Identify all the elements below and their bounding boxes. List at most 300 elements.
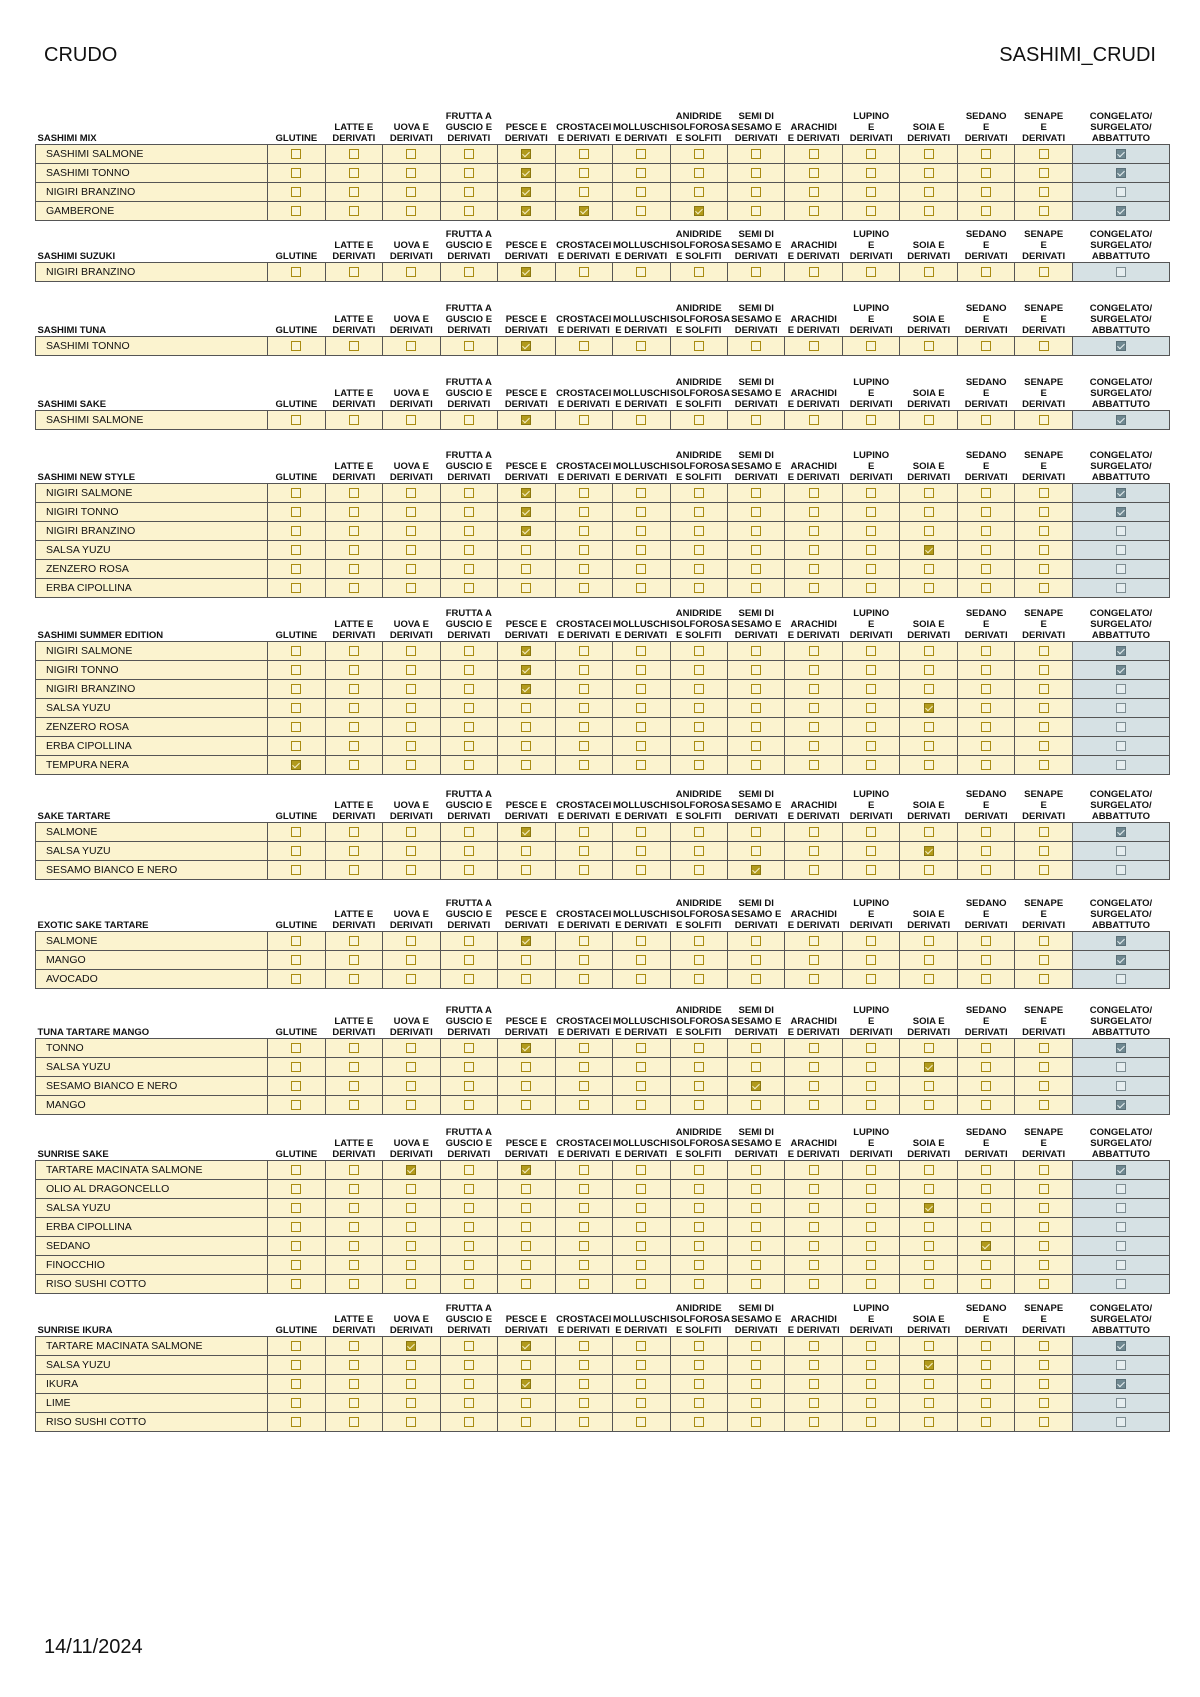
checkbox-empty-icon[interactable] (636, 827, 646, 837)
checkbox-empty-icon[interactable] (1116, 526, 1126, 536)
checkbox-empty-icon[interactable] (464, 974, 474, 984)
checkbox-empty-icon[interactable] (981, 415, 991, 425)
checkbox-empty-icon[interactable] (636, 646, 646, 656)
checkbox-empty-icon[interactable] (751, 1360, 761, 1370)
checkbox-empty-icon[interactable] (751, 665, 761, 675)
checkbox-empty-icon[interactable] (349, 1417, 359, 1427)
checkbox-empty-icon[interactable] (809, 545, 819, 555)
checkbox-empty-icon[interactable] (866, 665, 876, 675)
checkbox-checked-icon[interactable] (521, 168, 531, 178)
checkbox-empty-icon[interactable] (694, 1081, 704, 1091)
checkbox-empty-icon[interactable] (406, 415, 416, 425)
checkbox-empty-icon[interactable] (349, 1100, 359, 1110)
checkbox-empty-icon[interactable] (694, 1222, 704, 1232)
checkbox-empty-icon[interactable] (694, 1417, 704, 1427)
checkbox-empty-icon[interactable] (751, 187, 761, 197)
checkbox-empty-icon[interactable] (751, 1184, 761, 1194)
checkbox-empty-icon[interactable] (866, 760, 876, 770)
checkbox-empty-icon[interactable] (521, 1241, 531, 1251)
checkbox-empty-icon[interactable] (694, 684, 704, 694)
checkbox-empty-icon[interactable] (981, 722, 991, 732)
checkbox-empty-icon[interactable] (636, 168, 646, 178)
checkbox-empty-icon[interactable] (924, 955, 934, 965)
checkbox-empty-icon[interactable] (636, 488, 646, 498)
checkbox-empty-icon[interactable] (1039, 741, 1049, 751)
checkbox-checked-icon[interactable] (521, 341, 531, 351)
checkbox-empty-icon[interactable] (1039, 187, 1049, 197)
checkbox-empty-icon[interactable] (981, 1100, 991, 1110)
checkbox-checked-icon[interactable] (1116, 415, 1126, 425)
checkbox-empty-icon[interactable] (349, 187, 359, 197)
checkbox-empty-icon[interactable] (521, 1398, 531, 1408)
checkbox-empty-icon[interactable] (464, 1341, 474, 1351)
checkbox-empty-icon[interactable] (751, 267, 761, 277)
checkbox-empty-icon[interactable] (349, 415, 359, 425)
checkbox-empty-icon[interactable] (579, 1222, 589, 1232)
checkbox-empty-icon[interactable] (579, 955, 589, 965)
checkbox-empty-icon[interactable] (981, 1165, 991, 1175)
checkbox-empty-icon[interactable] (291, 1241, 301, 1251)
checkbox-empty-icon[interactable] (1039, 722, 1049, 732)
checkbox-checked-icon[interactable] (521, 646, 531, 656)
checkbox-empty-icon[interactable] (521, 760, 531, 770)
checkbox-empty-icon[interactable] (981, 545, 991, 555)
checkbox-empty-icon[interactable] (406, 936, 416, 946)
checkbox-empty-icon[interactable] (694, 827, 704, 837)
checkbox-empty-icon[interactable] (981, 507, 991, 517)
checkbox-empty-icon[interactable] (636, 760, 646, 770)
checkbox-empty-icon[interactable] (809, 1184, 819, 1194)
checkbox-empty-icon[interactable] (694, 936, 704, 946)
checkbox-empty-icon[interactable] (866, 415, 876, 425)
checkbox-empty-icon[interactable] (751, 168, 761, 178)
checkbox-empty-icon[interactable] (291, 168, 301, 178)
checkbox-empty-icon[interactable] (464, 827, 474, 837)
checkbox-checked-icon[interactable] (981, 1241, 991, 1251)
checkbox-empty-icon[interactable] (1116, 1279, 1126, 1289)
checkbox-empty-icon[interactable] (464, 1043, 474, 1053)
checkbox-empty-icon[interactable] (809, 488, 819, 498)
checkbox-empty-icon[interactable] (406, 1241, 416, 1251)
checkbox-empty-icon[interactable] (866, 149, 876, 159)
checkbox-empty-icon[interactable] (291, 149, 301, 159)
checkbox-checked-icon[interactable] (1116, 149, 1126, 159)
checkbox-empty-icon[interactable] (464, 206, 474, 216)
checkbox-empty-icon[interactable] (636, 1279, 646, 1289)
checkbox-empty-icon[interactable] (981, 1379, 991, 1389)
checkbox-empty-icon[interactable] (349, 1241, 359, 1251)
checkbox-empty-icon[interactable] (1039, 1360, 1049, 1370)
checkbox-checked-icon[interactable] (924, 703, 934, 713)
checkbox-empty-icon[interactable] (406, 583, 416, 593)
checkbox-empty-icon[interactable] (981, 665, 991, 675)
checkbox-empty-icon[interactable] (579, 1043, 589, 1053)
checkbox-empty-icon[interactable] (636, 1417, 646, 1427)
checkbox-empty-icon[interactable] (291, 1165, 301, 1175)
checkbox-empty-icon[interactable] (349, 936, 359, 946)
checkbox-empty-icon[interactable] (291, 1398, 301, 1408)
checkbox-empty-icon[interactable] (579, 741, 589, 751)
checkbox-empty-icon[interactable] (1039, 1043, 1049, 1053)
checkbox-empty-icon[interactable] (866, 1241, 876, 1251)
checkbox-empty-icon[interactable] (406, 526, 416, 536)
checkbox-checked-icon[interactable] (521, 187, 531, 197)
checkbox-empty-icon[interactable] (636, 865, 646, 875)
checkbox-empty-icon[interactable] (464, 583, 474, 593)
checkbox-empty-icon[interactable] (464, 865, 474, 875)
checkbox-empty-icon[interactable] (291, 488, 301, 498)
checkbox-empty-icon[interactable] (636, 564, 646, 574)
checkbox-empty-icon[interactable] (751, 1062, 761, 1072)
checkbox-empty-icon[interactable] (981, 526, 991, 536)
checkbox-empty-icon[interactable] (981, 865, 991, 875)
checkbox-empty-icon[interactable] (924, 974, 934, 984)
checkbox-empty-icon[interactable] (636, 846, 646, 856)
checkbox-empty-icon[interactable] (291, 1379, 301, 1389)
checkbox-empty-icon[interactable] (751, 1398, 761, 1408)
checkbox-empty-icon[interactable] (464, 1100, 474, 1110)
checkbox-empty-icon[interactable] (1039, 1341, 1049, 1351)
checkbox-empty-icon[interactable] (349, 1081, 359, 1091)
checkbox-empty-icon[interactable] (464, 1062, 474, 1072)
checkbox-empty-icon[interactable] (924, 1279, 934, 1289)
checkbox-empty-icon[interactable] (809, 955, 819, 965)
checkbox-empty-icon[interactable] (866, 1184, 876, 1194)
checkbox-empty-icon[interactable] (866, 187, 876, 197)
checkbox-empty-icon[interactable] (521, 865, 531, 875)
checkbox-empty-icon[interactable] (464, 415, 474, 425)
checkbox-empty-icon[interactable] (1116, 1417, 1126, 1427)
checkbox-empty-icon[interactable] (866, 722, 876, 732)
checkbox-empty-icon[interactable] (694, 1360, 704, 1370)
checkbox-empty-icon[interactable] (406, 846, 416, 856)
checkbox-empty-icon[interactable] (291, 1222, 301, 1232)
checkbox-empty-icon[interactable] (981, 1260, 991, 1270)
checkbox-empty-icon[interactable] (464, 488, 474, 498)
checkbox-empty-icon[interactable] (981, 1417, 991, 1427)
checkbox-empty-icon[interactable] (636, 1379, 646, 1389)
checkbox-empty-icon[interactable] (981, 341, 991, 351)
checkbox-empty-icon[interactable] (981, 1081, 991, 1091)
checkbox-checked-icon[interactable] (521, 827, 531, 837)
checkbox-empty-icon[interactable] (406, 827, 416, 837)
checkbox-empty-icon[interactable] (521, 1203, 531, 1213)
checkbox-empty-icon[interactable] (694, 1241, 704, 1251)
checkbox-empty-icon[interactable] (694, 507, 704, 517)
checkbox-empty-icon[interactable] (1039, 564, 1049, 574)
checkbox-empty-icon[interactable] (464, 1379, 474, 1389)
checkbox-empty-icon[interactable] (291, 1100, 301, 1110)
checkbox-empty-icon[interactable] (291, 1062, 301, 1072)
checkbox-checked-icon[interactable] (1116, 665, 1126, 675)
checkbox-empty-icon[interactable] (809, 1062, 819, 1072)
checkbox-empty-icon[interactable] (809, 415, 819, 425)
checkbox-empty-icon[interactable] (924, 507, 934, 517)
checkbox-empty-icon[interactable] (751, 507, 761, 517)
checkbox-empty-icon[interactable] (1116, 545, 1126, 555)
checkbox-empty-icon[interactable] (924, 1341, 934, 1351)
checkbox-empty-icon[interactable] (349, 1043, 359, 1053)
checkbox-empty-icon[interactable] (809, 341, 819, 351)
checkbox-empty-icon[interactable] (464, 1260, 474, 1270)
checkbox-empty-icon[interactable] (636, 187, 646, 197)
checkbox-empty-icon[interactable] (866, 526, 876, 536)
checkbox-checked-icon[interactable] (521, 149, 531, 159)
checkbox-empty-icon[interactable] (291, 583, 301, 593)
checkbox-checked-icon[interactable] (291, 760, 301, 770)
checkbox-empty-icon[interactable] (579, 865, 589, 875)
checkbox-empty-icon[interactable] (406, 646, 416, 656)
checkbox-empty-icon[interactable] (406, 267, 416, 277)
checkbox-empty-icon[interactable] (464, 1081, 474, 1091)
checkbox-empty-icon[interactable] (751, 974, 761, 984)
checkbox-empty-icon[interactable] (291, 1279, 301, 1289)
checkbox-empty-icon[interactable] (636, 1398, 646, 1408)
checkbox-empty-icon[interactable] (464, 267, 474, 277)
checkbox-empty-icon[interactable] (1039, 1279, 1049, 1289)
checkbox-empty-icon[interactable] (349, 827, 359, 837)
checkbox-empty-icon[interactable] (521, 722, 531, 732)
checkbox-empty-icon[interactable] (579, 703, 589, 713)
checkbox-empty-icon[interactable] (866, 1360, 876, 1370)
checkbox-empty-icon[interactable] (636, 526, 646, 536)
checkbox-empty-icon[interactable] (981, 1279, 991, 1289)
checkbox-empty-icon[interactable] (981, 1360, 991, 1370)
checkbox-checked-icon[interactable] (1116, 341, 1126, 351)
checkbox-empty-icon[interactable] (924, 741, 934, 751)
checkbox-empty-icon[interactable] (866, 341, 876, 351)
checkbox-empty-icon[interactable] (349, 760, 359, 770)
checkbox-empty-icon[interactable] (406, 865, 416, 875)
checkbox-checked-icon[interactable] (924, 1203, 934, 1213)
checkbox-empty-icon[interactable] (521, 741, 531, 751)
checkbox-empty-icon[interactable] (579, 1100, 589, 1110)
checkbox-empty-icon[interactable] (751, 646, 761, 656)
checkbox-empty-icon[interactable] (1116, 1184, 1126, 1194)
checkbox-empty-icon[interactable] (349, 974, 359, 984)
checkbox-empty-icon[interactable] (866, 564, 876, 574)
checkbox-checked-icon[interactable] (521, 206, 531, 216)
checkbox-empty-icon[interactable] (751, 1100, 761, 1110)
checkbox-checked-icon[interactable] (1116, 507, 1126, 517)
checkbox-empty-icon[interactable] (1039, 665, 1049, 675)
checkbox-empty-icon[interactable] (924, 526, 934, 536)
checkbox-empty-icon[interactable] (291, 1203, 301, 1213)
checkbox-empty-icon[interactable] (1039, 703, 1049, 713)
checkbox-empty-icon[interactable] (1039, 1184, 1049, 1194)
checkbox-empty-icon[interactable] (1116, 583, 1126, 593)
checkbox-empty-icon[interactable] (866, 1260, 876, 1270)
checkbox-empty-icon[interactable] (981, 741, 991, 751)
checkbox-empty-icon[interactable] (866, 1165, 876, 1175)
checkbox-empty-icon[interactable] (636, 1203, 646, 1213)
checkbox-empty-icon[interactable] (809, 564, 819, 574)
checkbox-empty-icon[interactable] (924, 267, 934, 277)
checkbox-empty-icon[interactable] (406, 1360, 416, 1370)
checkbox-empty-icon[interactable] (1039, 646, 1049, 656)
checkbox-empty-icon[interactable] (349, 583, 359, 593)
checkbox-empty-icon[interactable] (349, 1279, 359, 1289)
checkbox-empty-icon[interactable] (464, 564, 474, 574)
checkbox-empty-icon[interactable] (1116, 1398, 1126, 1408)
checkbox-empty-icon[interactable] (694, 526, 704, 536)
checkbox-empty-icon[interactable] (751, 341, 761, 351)
checkbox-empty-icon[interactable] (579, 1379, 589, 1389)
checkbox-empty-icon[interactable] (464, 1241, 474, 1251)
checkbox-empty-icon[interactable] (291, 684, 301, 694)
checkbox-empty-icon[interactable] (809, 267, 819, 277)
checkbox-empty-icon[interactable] (406, 1398, 416, 1408)
checkbox-empty-icon[interactable] (636, 1260, 646, 1270)
checkbox-empty-icon[interactable] (464, 1398, 474, 1408)
checkbox-empty-icon[interactable] (464, 760, 474, 770)
checkbox-empty-icon[interactable] (521, 1417, 531, 1427)
checkbox-empty-icon[interactable] (521, 846, 531, 856)
checkbox-empty-icon[interactable] (291, 1081, 301, 1091)
checkbox-empty-icon[interactable] (1039, 1165, 1049, 1175)
checkbox-empty-icon[interactable] (521, 1360, 531, 1370)
checkbox-empty-icon[interactable] (464, 545, 474, 555)
checkbox-empty-icon[interactable] (694, 583, 704, 593)
checkbox-empty-icon[interactable] (694, 1398, 704, 1408)
checkbox-empty-icon[interactable] (1039, 267, 1049, 277)
checkbox-empty-icon[interactable] (866, 703, 876, 713)
checkbox-checked-icon[interactable] (521, 1043, 531, 1053)
checkbox-empty-icon[interactable] (636, 545, 646, 555)
checkbox-empty-icon[interactable] (694, 703, 704, 713)
checkbox-empty-icon[interactable] (291, 415, 301, 425)
checkbox-empty-icon[interactable] (291, 827, 301, 837)
checkbox-empty-icon[interactable] (579, 1279, 589, 1289)
checkbox-empty-icon[interactable] (694, 865, 704, 875)
checkbox-empty-icon[interactable] (1116, 564, 1126, 574)
checkbox-empty-icon[interactable] (924, 341, 934, 351)
checkbox-empty-icon[interactable] (406, 507, 416, 517)
checkbox-empty-icon[interactable] (809, 1241, 819, 1251)
checkbox-empty-icon[interactable] (694, 1341, 704, 1351)
checkbox-empty-icon[interactable] (579, 564, 589, 574)
checkbox-empty-icon[interactable] (291, 703, 301, 713)
checkbox-empty-icon[interactable] (291, 741, 301, 751)
checkbox-checked-icon[interactable] (1116, 206, 1126, 216)
checkbox-empty-icon[interactable] (866, 1417, 876, 1427)
checkbox-empty-icon[interactable] (694, 1184, 704, 1194)
checkbox-empty-icon[interactable] (751, 415, 761, 425)
checkbox-empty-icon[interactable] (751, 846, 761, 856)
checkbox-empty-icon[interactable] (349, 267, 359, 277)
checkbox-empty-icon[interactable] (349, 703, 359, 713)
checkbox-empty-icon[interactable] (1116, 741, 1126, 751)
checkbox-checked-icon[interactable] (924, 545, 934, 555)
checkbox-empty-icon[interactable] (1116, 1222, 1126, 1232)
checkbox-empty-icon[interactable] (349, 545, 359, 555)
checkbox-empty-icon[interactable] (349, 168, 359, 178)
checkbox-empty-icon[interactable] (809, 1222, 819, 1232)
checkbox-empty-icon[interactable] (866, 684, 876, 694)
checkbox-empty-icon[interactable] (636, 341, 646, 351)
checkbox-empty-icon[interactable] (291, 846, 301, 856)
checkbox-empty-icon[interactable] (751, 1379, 761, 1389)
checkbox-empty-icon[interactable] (981, 1062, 991, 1072)
checkbox-empty-icon[interactable] (636, 507, 646, 517)
checkbox-empty-icon[interactable] (809, 741, 819, 751)
checkbox-empty-icon[interactable] (751, 1222, 761, 1232)
checkbox-empty-icon[interactable] (1039, 1203, 1049, 1213)
checkbox-checked-icon[interactable] (1116, 827, 1126, 837)
checkbox-empty-icon[interactable] (579, 415, 589, 425)
checkbox-empty-icon[interactable] (809, 168, 819, 178)
checkbox-empty-icon[interactable] (406, 564, 416, 574)
checkbox-empty-icon[interactable] (1039, 168, 1049, 178)
checkbox-empty-icon[interactable] (579, 760, 589, 770)
checkbox-empty-icon[interactable] (809, 722, 819, 732)
checkbox-empty-icon[interactable] (1116, 703, 1126, 713)
checkbox-empty-icon[interactable] (981, 760, 991, 770)
checkbox-empty-icon[interactable] (464, 149, 474, 159)
checkbox-empty-icon[interactable] (751, 955, 761, 965)
checkbox-empty-icon[interactable] (636, 741, 646, 751)
checkbox-empty-icon[interactable] (751, 827, 761, 837)
checkbox-empty-icon[interactable] (809, 827, 819, 837)
checkbox-empty-icon[interactable] (924, 1184, 934, 1194)
checkbox-empty-icon[interactable] (521, 1100, 531, 1110)
checkbox-empty-icon[interactable] (406, 1379, 416, 1389)
checkbox-empty-icon[interactable] (694, 545, 704, 555)
checkbox-empty-icon[interactable] (636, 1081, 646, 1091)
checkbox-empty-icon[interactable] (464, 703, 474, 713)
checkbox-empty-icon[interactable] (349, 684, 359, 694)
checkbox-empty-icon[interactable] (1116, 722, 1126, 732)
checkbox-empty-icon[interactable] (349, 1203, 359, 1213)
checkbox-empty-icon[interactable] (291, 1360, 301, 1370)
checkbox-empty-icon[interactable] (579, 1165, 589, 1175)
checkbox-empty-icon[interactable] (866, 507, 876, 517)
checkbox-empty-icon[interactable] (1039, 526, 1049, 536)
checkbox-empty-icon[interactable] (809, 846, 819, 856)
checkbox-empty-icon[interactable] (809, 1100, 819, 1110)
checkbox-empty-icon[interactable] (636, 1100, 646, 1110)
checkbox-empty-icon[interactable] (809, 936, 819, 946)
checkbox-empty-icon[interactable] (579, 665, 589, 675)
checkbox-empty-icon[interactable] (521, 583, 531, 593)
checkbox-checked-icon[interactable] (1116, 168, 1126, 178)
checkbox-empty-icon[interactable] (579, 1260, 589, 1270)
checkbox-empty-icon[interactable] (751, 684, 761, 694)
checkbox-empty-icon[interactable] (866, 168, 876, 178)
checkbox-empty-icon[interactable] (579, 168, 589, 178)
checkbox-empty-icon[interactable] (521, 1279, 531, 1289)
checkbox-empty-icon[interactable] (579, 545, 589, 555)
checkbox-empty-icon[interactable] (636, 1165, 646, 1175)
checkbox-empty-icon[interactable] (464, 955, 474, 965)
checkbox-empty-icon[interactable] (866, 955, 876, 965)
checkbox-empty-icon[interactable] (924, 1081, 934, 1091)
checkbox-empty-icon[interactable] (866, 545, 876, 555)
checkbox-empty-icon[interactable] (924, 415, 934, 425)
checkbox-empty-icon[interactable] (636, 1341, 646, 1351)
checkbox-checked-icon[interactable] (694, 206, 704, 216)
checkbox-empty-icon[interactable] (924, 488, 934, 498)
checkbox-empty-icon[interactable] (981, 1203, 991, 1213)
checkbox-checked-icon[interactable] (924, 1360, 934, 1370)
checkbox-empty-icon[interactable] (751, 1043, 761, 1053)
checkbox-empty-icon[interactable] (809, 665, 819, 675)
checkbox-empty-icon[interactable] (866, 974, 876, 984)
checkbox-empty-icon[interactable] (521, 974, 531, 984)
checkbox-empty-icon[interactable] (751, 1341, 761, 1351)
checkbox-empty-icon[interactable] (464, 684, 474, 694)
checkbox-empty-icon[interactable] (636, 974, 646, 984)
